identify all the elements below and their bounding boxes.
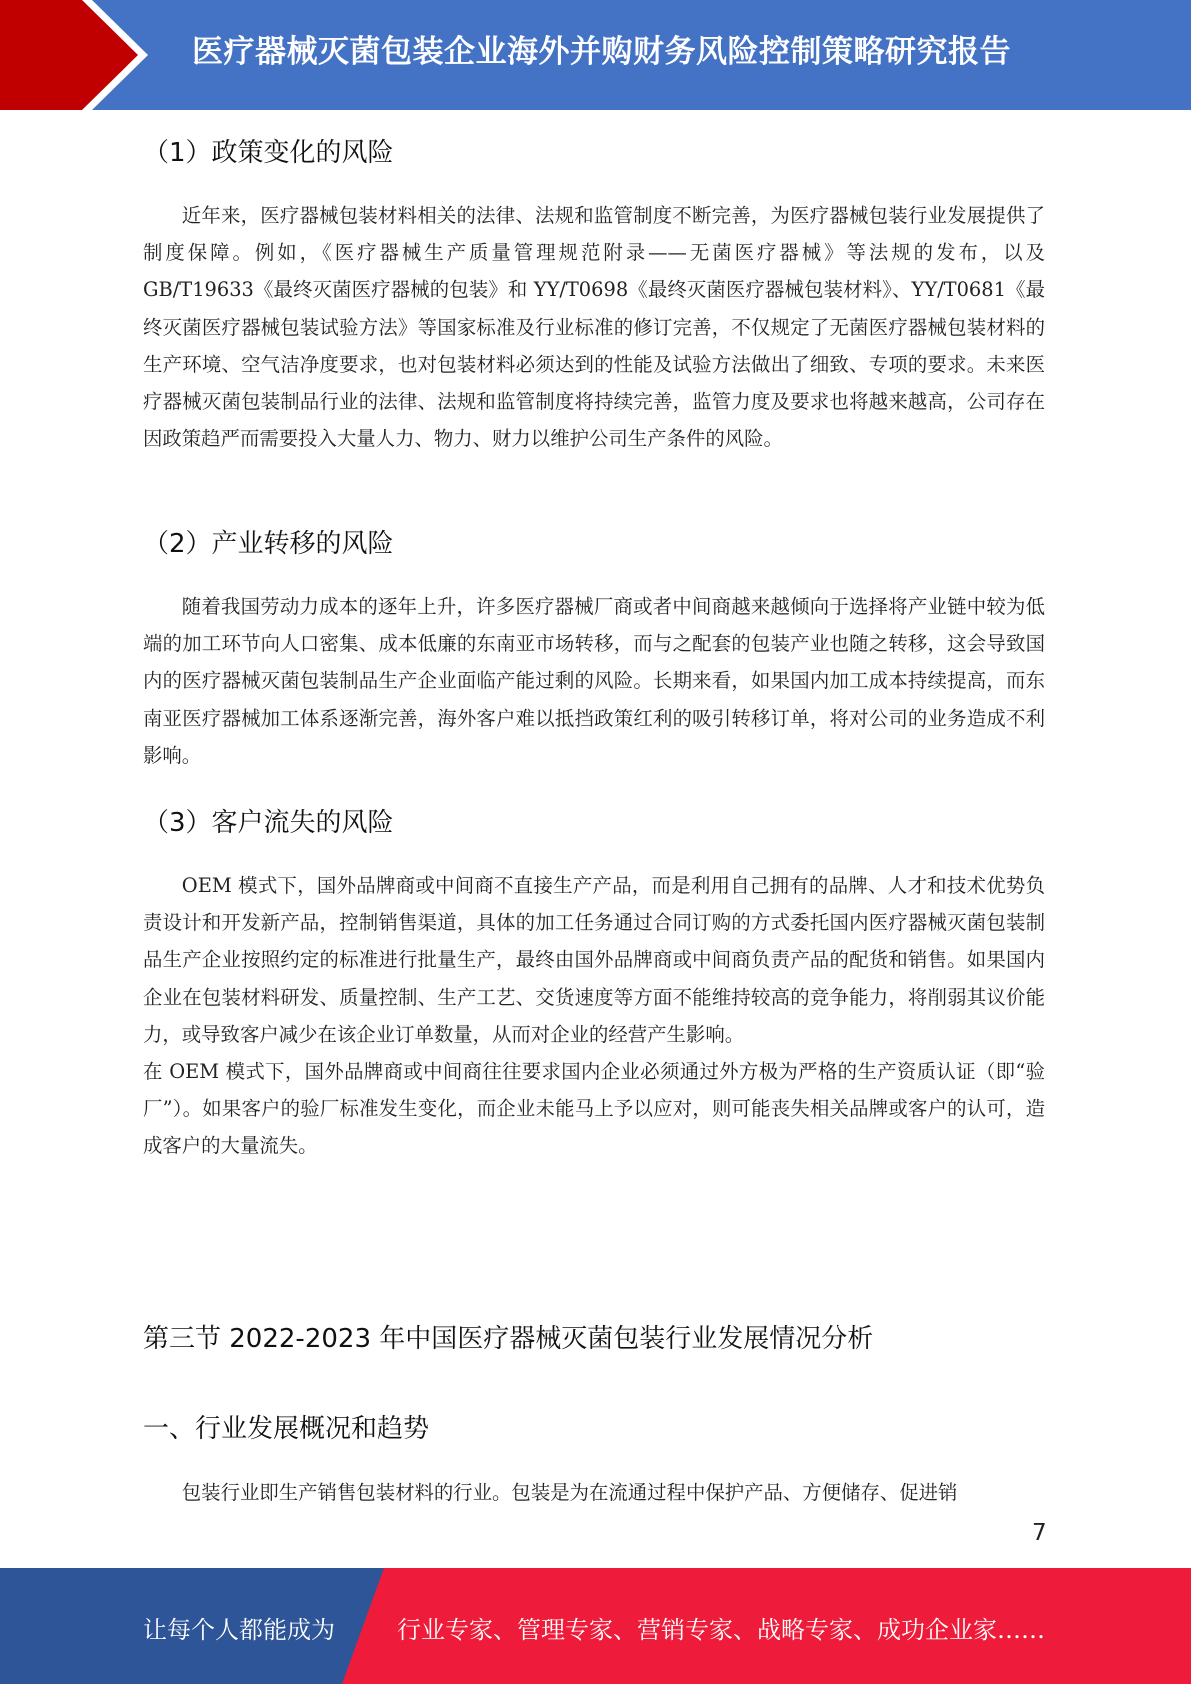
page-number: 7	[1032, 1520, 1047, 1546]
footer-banner	[0, 1568, 1191, 1684]
chapter-subtitle: 一、行业发展概况和趋势	[143, 1414, 430, 1444]
paragraph-industry-transfer: 随着我国劳动力成本的逐年上升，许多医疗器械厂商或者中间商越来越倾向于选择将产业链中较为低端的加工环节向人口密集、成本低廉的东南亚市场转移，而与之配套的包装产业也随之转移，这会导致国内的医疗器械灭菌包装制品生产企业面临产能过剩的风险。长期来看，如果国内加工成本持续提高，而东南亚医疗器械加工体系逐渐完善，海外客户难以抵挡政策红利的吸引转移订单，将对公司的业务造成不利影响。	[143, 595, 1045, 767]
footer-slogan-right: 行业专家、管理专家、营销专家、战略专家、成功企业家……	[397, 1616, 1045, 1644]
chapter-title: 第三节 2022-2023 年中国医疗器械灭菌包装行业发展情况分析	[143, 1324, 874, 1354]
footer-slogan-left: 让每个人都能成为	[143, 1616, 335, 1644]
section-heading-policy: （1）政策变化的风险	[143, 138, 394, 168]
paragraph-customer-loss-1: OEM 模式下，国外品牌商或中间商不直接生产产品，而是利用自己拥有的品牌、人才和技术优势负责设计和开发新产品，控制销售渠道，具体的加工任务通过合同订购的方式委托国内医疗器械灭菌包装制品生产企业按照约定的标准进行批量生产，最终由国外品牌商或中间商负责产品的配货和销售。如果国内企业在包装材料研发、质量控制、生产工艺、交货速度等方面不能维持较高的竞争能力，将削弱其议价能力，或导致客户减少在该企业订单数量，从而对企业的经营产生影响。	[143, 874, 1045, 1046]
header-bar	[0, 0, 1191, 110]
header-red-arrow	[0, 0, 150, 110]
report-title: 医疗器械灭菌包装企业海外并购财务风险控制策略研究报告	[192, 34, 1011, 70]
section-heading-industry-transfer: （2）产业转移的风险	[143, 529, 394, 559]
paragraph-policy: 近年来，医疗器械包装材料相关的法律、法规和监管制度不断完善，为医疗器械包装行业发展提供了制度保障。例如，《医疗器械生产质量管理规范附录——无菌医疗器械》等法规的发布，以及 GB/T19633《最终灭菌医疗器械的包装》和 YY/T0698《最终灭菌医疗器械包装材料》、YY/T0681《最终灭菌医疗器械包装试验方法》等国家标准及行业标准的修订完善，不仅规定了无菌医疗器械包装材料的生产环境、空气洁净度要求，也对包装材料必须达到的性能及试验方法做出了细致、专项的要求。未来医疗器械灭菌包装制品行业的法律、法规和监管制度将持续完善，监管力度及要求也将越来越高，公司存在因政策趋严而需要投入大量人力、物力、财力以维护公司生产条件的风险。	[143, 204, 1045, 451]
section-heading-customer-loss: （3）客户流失的风险	[143, 808, 394, 838]
paragraph-customer-loss-2: 在 OEM 模式下，国外品牌商或中间商往往要求国内企业必须通过外方极为严格的生产资质认证（即“验厂”）。如果客户的验厂标准发生变化，而企业未能马上予以应对，则可能丧失相关品牌或客户的认可，造成客户的大量流失。	[143, 1060, 1045, 1158]
chapter-paragraph: 包装行业即生产销售包装材料的行业。包装是为在流通过程中保护产品、方便储存、促进销	[181, 1481, 958, 1504]
